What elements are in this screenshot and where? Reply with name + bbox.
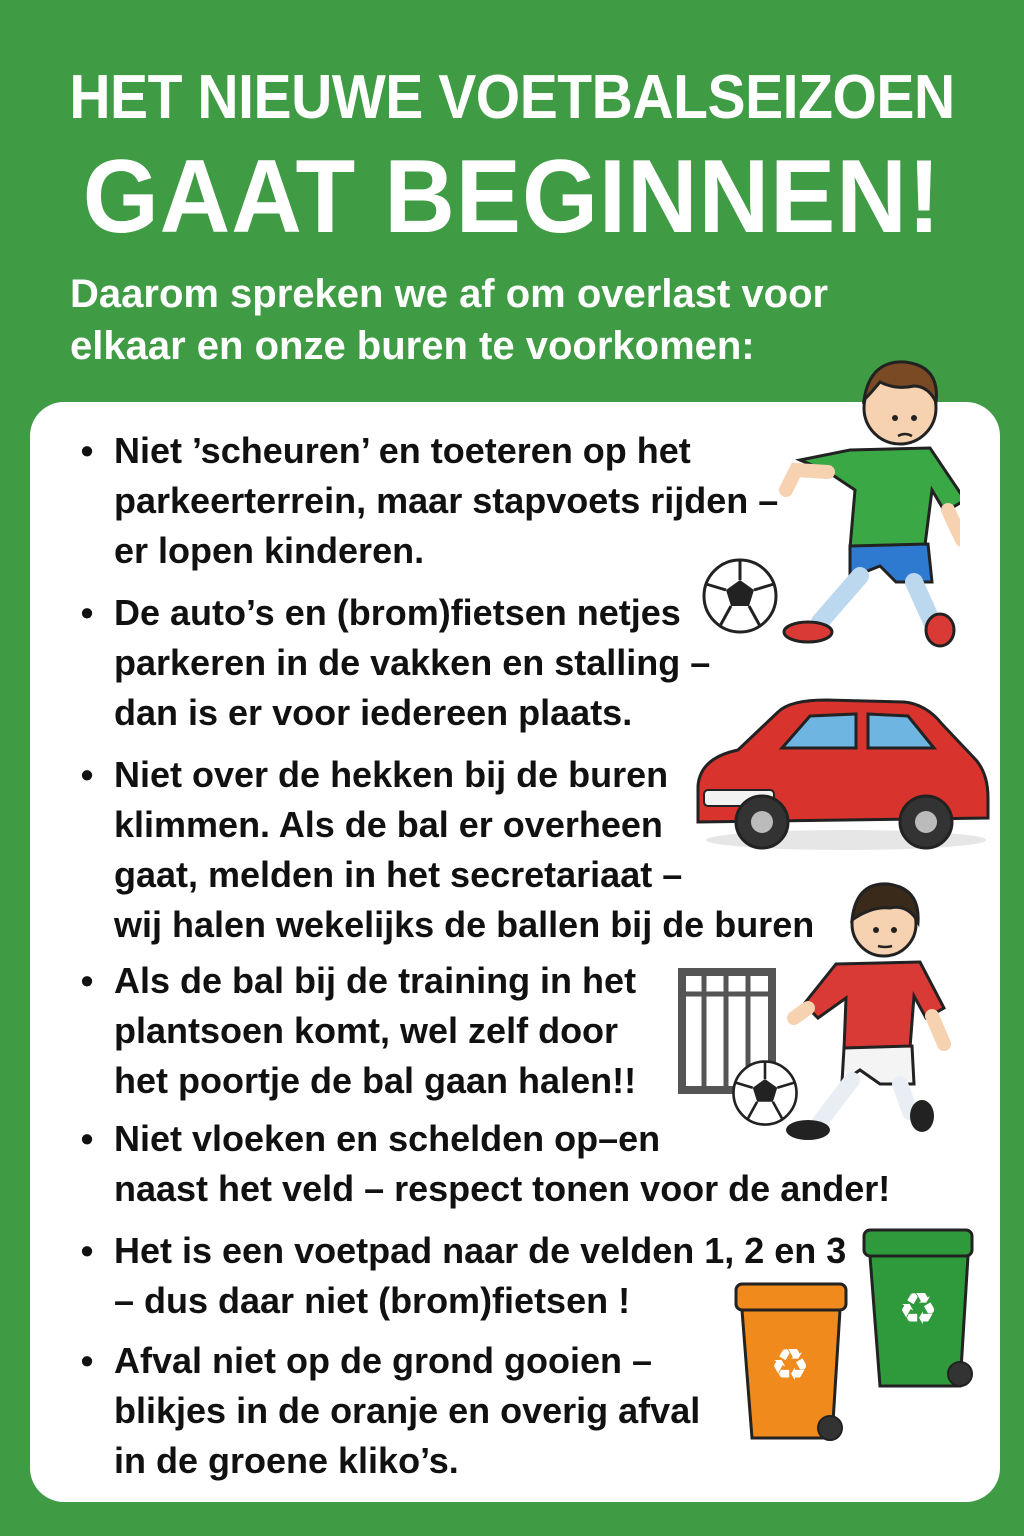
title-line-2: GAAT BEGINNEN! <box>82 139 942 255</box>
rule-line: in de groene kliko’s. <box>114 1440 459 1481</box>
rule-line: wij halen wekelijks de ballen bij de buren <box>114 904 815 945</box>
subtitle-line-1: Daarom spreken we af om overlast voor <box>70 272 829 316</box>
red-car-icon <box>686 690 996 860</box>
rule-line: dan is er voor iedereen plaats. <box>114 692 633 733</box>
bullet: • <box>80 754 94 795</box>
rule-line: blikjes in de oranje en overig afval <box>114 1390 701 1431</box>
rule-4 <box>74 956 636 1106</box>
rule-line: Niet over de hekken bij de buren <box>114 754 669 795</box>
rule-7 <box>74 1336 700 1486</box>
subtitle-line-2: elkaar en onze buren te voorkomen: <box>70 324 755 368</box>
rule-line: parkeren in de vakken en stalling – <box>114 642 711 683</box>
bullet: • <box>80 1118 94 1159</box>
rule-1 <box>74 426 778 576</box>
green-bin-icon <box>856 1226 976 1396</box>
rule-line: plantsoen komt, wel zelf door <box>114 1010 619 1051</box>
orange-bin-icon <box>730 1280 854 1450</box>
rule-line: Het is een voetpad naar de velden 1, 2 en 3 <box>114 1230 847 1271</box>
rule-line: parkeerterrein, maar stapvoets rijden – <box>114 480 779 521</box>
rule-line: – dus daar niet (brom)fietsen ! <box>114 1280 631 1321</box>
bullet: • <box>80 960 94 1001</box>
soccer-ball-icon <box>730 1058 800 1128</box>
recycle-icon <box>770 1340 809 1391</box>
rule-line: naast het veld – respect tonen voor de ander! <box>114 1168 891 1209</box>
rule-line: het poortje de bal gaan halen!! <box>114 1060 637 1101</box>
title-line-1: HET NIEUWE VOETBALSEIZOEN <box>69 63 955 132</box>
svg-text:♻: ♻ <box>770 1340 810 1391</box>
rule-line: Als de bal bij de training in het <box>114 960 637 1001</box>
rule-line: Niet vloeken en schelden op–en <box>114 1118 661 1159</box>
rule-line: Niet ’scheuren’ en toeteren op het <box>114 430 691 471</box>
soccer-ball-icon <box>700 556 780 636</box>
rule-2 <box>74 588 710 738</box>
recycle-icon <box>898 1284 937 1335</box>
rule-line: De auto’s en (brom)fietsen netjes <box>114 592 681 633</box>
rule-line: klimmen. Als de bal er overheen <box>114 804 663 845</box>
svg-text:♻: ♻ <box>898 1284 938 1335</box>
bullet: • <box>80 430 94 471</box>
bullet: • <box>80 592 94 633</box>
rule-line: Afval niet op de grond gooien – <box>114 1340 653 1381</box>
bullet: • <box>80 1340 94 1381</box>
bullet: • <box>80 1230 94 1271</box>
rule-line: er lopen kinderen. <box>114 530 425 571</box>
rule-line: gaat, melden in het secretariaat – <box>114 854 683 895</box>
